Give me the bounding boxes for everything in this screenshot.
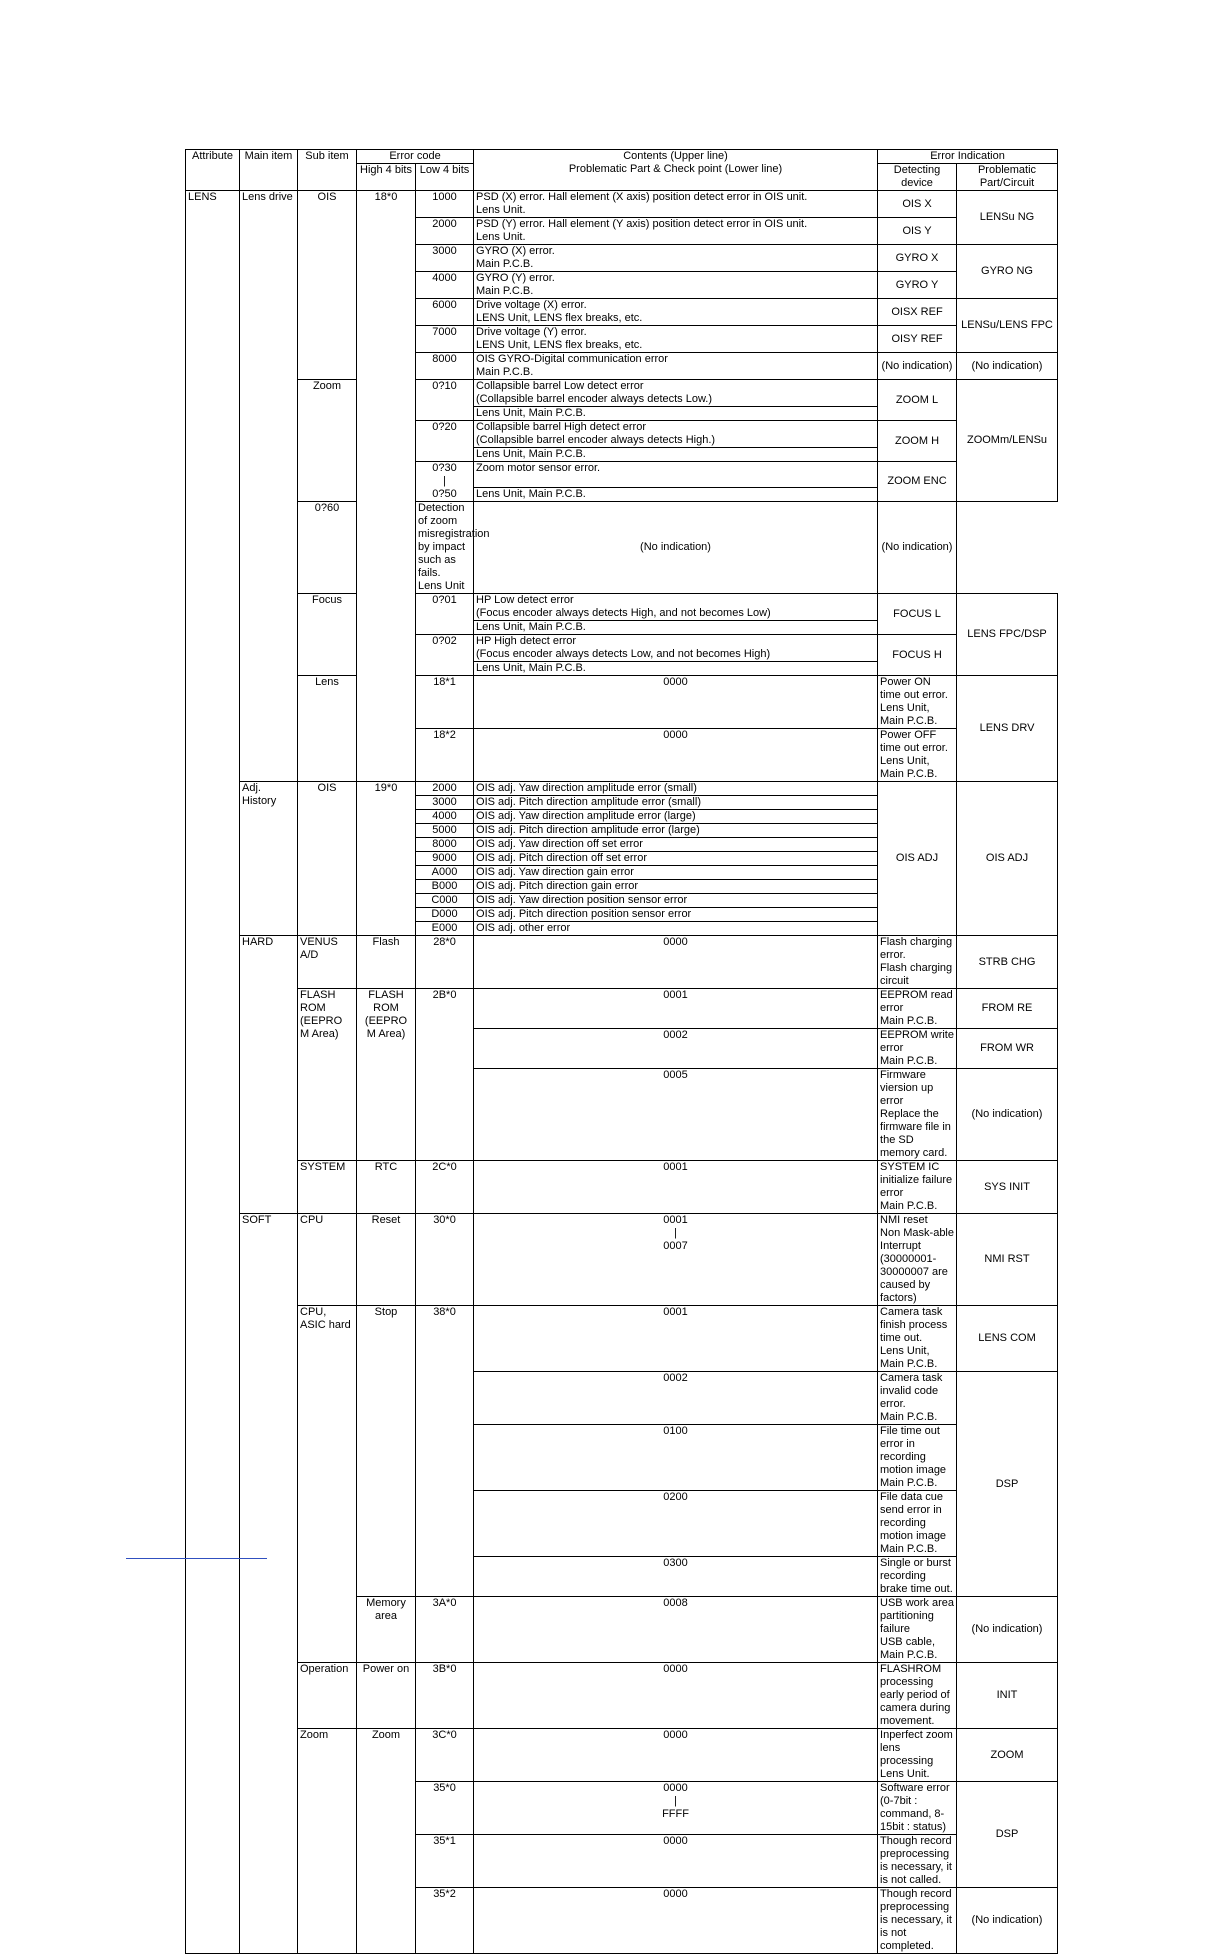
- contents-lower: LENS Unit, LENS flex breaks, etc.: [474, 339, 878, 353]
- error-code-table: [185, 149, 1058, 1954]
- contents-lower: Main P.C.B.: [474, 285, 878, 299]
- detecting-device: (No indication): [474, 502, 878, 594]
- contents-upper: GYRO (Y) error.: [474, 272, 878, 286]
- low-bits: D000: [416, 908, 474, 922]
- table-row: [186, 191, 1058, 205]
- main-item-zoom: Zoom: [298, 1729, 357, 1954]
- contents-upper: OIS adj. Pitch direction off set error: [474, 852, 878, 866]
- contents-upper: Camera task finish process time out.: [878, 1306, 957, 1346]
- detecting-device: NMI RST: [957, 1214, 1058, 1306]
- contents-upper: OIS adj. Pitch direction gain error: [474, 880, 878, 894]
- sub-item-flash-rom: FLASH ROM (EEPRO M Area): [357, 989, 416, 1161]
- table-row: [186, 1161, 1058, 1201]
- table-row: [186, 782, 1058, 796]
- contents-upper: OIS adj. Pitch direction amplitude error (small): [474, 796, 878, 810]
- low-bits: 2000: [416, 218, 474, 245]
- contents-lower: Main P.C.B.: [878, 1200, 957, 1214]
- low-bits: 0001: [474, 989, 878, 1029]
- footnote-rule: [126, 1558, 267, 1559]
- low-bits: 8000: [416, 353, 474, 380]
- high-bits: 2B*0: [416, 989, 474, 1161]
- detecting-device: (No indication): [957, 1888, 1058, 1954]
- contents-upper: EEPROM read error: [878, 989, 957, 1016]
- sub-item-power-on: Power on: [357, 1663, 416, 1729]
- detecting-device: (No indication): [957, 1597, 1058, 1663]
- contents-upper: Inperfect zoom lens processing: [878, 1729, 957, 1769]
- high-bits: 28*0: [416, 936, 474, 989]
- detecting-device: ZOOM: [957, 1729, 1058, 1782]
- low-bits: 0?01: [416, 594, 474, 635]
- low-bits: 8000: [416, 838, 474, 852]
- contents-upper: Single or burst recording brake time out.: [878, 1557, 957, 1597]
- contents-upper: GYRO (X) error.: [474, 245, 878, 259]
- contents-upper: OIS adj. Yaw direction amplitude error (small): [474, 782, 878, 796]
- col-header-error-indication: Error Indication: [878, 150, 1058, 164]
- main-item-lens-drive: Lens drive: [240, 191, 298, 782]
- sub-item-memory-area: Memory area: [357, 1597, 416, 1663]
- contents-upper: NMI reset Non Mask-able Interrupt (30000001-30000007 are caused by factors): [878, 1214, 957, 1306]
- low-bits: A000: [416, 866, 474, 880]
- contents-lower: Lens Unit, Main P.C.B.: [474, 662, 878, 676]
- sub-item-ois: OIS: [298, 191, 357, 380]
- sub-item-zoom: Zoom: [298, 380, 357, 502]
- col-header-main-item: Main item: [240, 150, 298, 191]
- problematic-part: LENS FPC/DSP: [957, 594, 1058, 676]
- contents-upper: OIS adj. Pitch direction position sensor error: [474, 908, 878, 922]
- detecting-device: ZOOM ENC: [878, 462, 957, 502]
- detecting-device: FROM RE: [957, 989, 1058, 1029]
- contents-upper: Flash charging error.: [878, 936, 957, 963]
- high-bits: 18*2: [416, 729, 474, 782]
- high-bits: 30*0: [416, 1214, 474, 1306]
- table-row: [186, 502, 1058, 581]
- sub-item-zoom-soft: Zoom: [357, 1729, 416, 1954]
- sub-item-ois-adj: OIS: [298, 782, 357, 936]
- contents-upper: OIS adj. Yaw direction off set error: [474, 838, 878, 852]
- contents-upper: OIS adj. Yaw direction amplitude error (large): [474, 810, 878, 824]
- high-bits: 35*1: [416, 1835, 474, 1888]
- problematic-part: ZOOMm/LENSu: [957, 380, 1058, 502]
- low-bits: 9000: [416, 852, 474, 866]
- low-bits: 1000: [416, 191, 474, 218]
- contents-upper: SYSTEM IC initialize failure error: [878, 1161, 957, 1201]
- main-item-cpu: CPU: [298, 1214, 357, 1306]
- sub-item-flash: Flash: [357, 936, 416, 989]
- high-bits: 38*0: [416, 1306, 474, 1597]
- table-row: [186, 676, 1058, 703]
- detecting-device: OIS X: [878, 191, 957, 218]
- problematic-part: LENSu/LENS FPC: [957, 299, 1058, 353]
- contents-upper: Collapsible barrel High detect error (Collapsible barrel encoder always detects High.): [474, 421, 878, 448]
- contents-upper: OIS adj. Pitch direction amplitude error (large): [474, 824, 878, 838]
- low-bits: 0000: [474, 1729, 878, 1782]
- col-header-error-code: Error code: [357, 150, 474, 164]
- low-bits: 2000: [416, 782, 474, 796]
- contents-upper: Detection of zoom misregistration by impact such as fails.: [416, 502, 474, 581]
- detecting-device: FOCUS L: [878, 594, 957, 635]
- contents-upper: Collapsible barrel Low detect error (Collapsible barrel encoder always detects Low.): [474, 380, 878, 407]
- low-bits: 0002: [474, 1029, 878, 1069]
- col-header-high4: High 4 bits: [357, 164, 416, 191]
- low-bits: 4000: [416, 272, 474, 299]
- contents-lower: Lens Unit, Main P.C.B.: [474, 621, 878, 635]
- low-bits: 0000 | FFFF: [474, 1782, 878, 1835]
- contents-upper: OIS adj. other error: [474, 922, 878, 936]
- detecting-device: (No indication): [878, 353, 957, 380]
- problematic-part: GYRO NG: [957, 245, 1058, 299]
- contents-upper: Zoom motor sensor error.: [474, 462, 878, 488]
- contents-lower: Main P.C.B.: [474, 258, 878, 272]
- table-row: [186, 1663, 1058, 1729]
- attribute-hard: HARD: [240, 936, 298, 1214]
- contents-upper: HP High detect error (Focus encoder always detects Low, and not becomes High): [474, 635, 878, 662]
- low-bits: 0200: [474, 1491, 878, 1557]
- low-bits: 0000: [474, 729, 878, 782]
- contents-upper: Firmware viersion up error: [878, 1069, 957, 1109]
- detecting-device: (No indication): [957, 1069, 1058, 1161]
- high-bits: 18*1: [416, 676, 474, 729]
- contents-upper: FLASHROM processing early period of camera during movement.: [878, 1663, 957, 1729]
- low-bits: 4000: [416, 810, 474, 824]
- contents-lower: USB cable, Main P.C.B.: [878, 1636, 957, 1663]
- low-bits: 5000: [416, 824, 474, 838]
- detecting-device: ZOOM L: [878, 380, 957, 421]
- low-bits: 0?30 | 0?50: [416, 462, 474, 502]
- low-bits: 0005: [474, 1069, 878, 1161]
- main-item-operation: Operation: [298, 1663, 357, 1729]
- col-header-detecting-device: Detecting device: [878, 164, 957, 191]
- detecting-device: STRB CHG: [957, 936, 1058, 989]
- contents-lower: Main P.C.B.: [474, 366, 878, 380]
- table-row: [186, 1729, 1058, 1769]
- detecting-device: INIT: [957, 1663, 1058, 1729]
- low-bits: 6000: [416, 299, 474, 326]
- contents-lower: Main P.C.B.: [878, 1477, 957, 1491]
- col-header-contents: Contents (Upper line) Problematic Part & Check point (Lower line): [474, 150, 878, 191]
- contents-lower: Lens Unit, Main P.C.B.: [474, 407, 878, 421]
- main-item-adj-history: Adj. History: [240, 782, 298, 936]
- contents-upper: HP Low detect error (Focus encoder always detects High, and not becomes Low): [474, 594, 878, 621]
- low-bits: 0001 | 0007: [474, 1214, 878, 1306]
- contents-upper: File time out error in recording motion image: [878, 1425, 957, 1478]
- col-header-sub-item: Sub item: [298, 150, 357, 191]
- contents-lower: Lens Unit, Main P.C.B.: [474, 448, 878, 462]
- problematic-part: (No indication): [878, 502, 957, 594]
- col-header-attribute: Attribute: [186, 150, 240, 191]
- detecting-device: GYRO Y: [878, 272, 957, 299]
- high-bits: 35*2: [416, 1888, 474, 1954]
- high-bits: 19*0: [357, 782, 416, 936]
- contents-upper: Power ON time out error.: [878, 676, 957, 703]
- low-bits: E000: [416, 922, 474, 936]
- contents-upper: Though record preprocessing is necessary, it is not completed.: [878, 1888, 957, 1954]
- detecting-device: ZOOM H: [878, 421, 957, 462]
- low-bits: 0?60: [298, 502, 357, 594]
- contents-upper: Drive voltage (X) error.: [474, 299, 878, 313]
- sub-item-lens: Lens: [298, 676, 357, 782]
- detecting-device: LENS COM: [957, 1306, 1058, 1372]
- contents-lower: Lens Unit.: [878, 1768, 957, 1782]
- high-bits: 3C*0: [416, 1729, 474, 1782]
- contents-lower: Lens Unit, Main P.C.B.: [878, 1345, 957, 1372]
- low-bits: B000: [416, 880, 474, 894]
- contents-upper: File data cue send error in recording motion image: [878, 1491, 957, 1544]
- attribute-lens: LENS: [186, 191, 240, 1954]
- main-item-venus: VENUS A/D: [298, 936, 357, 989]
- low-bits: 0000: [474, 936, 878, 989]
- problematic-part: (No indication): [957, 353, 1058, 380]
- contents-lower: Lens Unit: [416, 580, 474, 594]
- contents-lower: Main P.C.B.: [878, 1015, 957, 1029]
- low-bits: 0008: [474, 1597, 878, 1663]
- problematic-part: LENSu NG: [957, 191, 1058, 245]
- detecting-device: LENS DRV: [957, 676, 1058, 782]
- contents-lower: Main P.C.B.: [878, 1543, 957, 1557]
- sub-item-rtc: RTC: [357, 1161, 416, 1214]
- low-bits: 0000: [474, 1888, 878, 1954]
- contents-upper: OIS GYRO-Digital communication error: [474, 353, 878, 367]
- main-item-system: SYSTEM: [298, 1161, 357, 1214]
- contents-lower: Lens Unit, Main P.C.B.: [474, 488, 878, 502]
- low-bits: 0001: [474, 1306, 878, 1372]
- low-bits: 0000: [474, 676, 878, 729]
- high-bits: 3B*0: [416, 1663, 474, 1729]
- low-bits: 7000: [416, 326, 474, 353]
- main-item-cpu-asic: CPU, ASIC hard: [298, 1306, 357, 1663]
- high-bits: 2C*0: [416, 1161, 474, 1214]
- table-row: [186, 989, 1058, 1016]
- contents-lower: LENS Unit, LENS flex breaks, etc.: [474, 312, 878, 326]
- contents-upper: OIS adj. Yaw direction position sensor error: [474, 894, 878, 908]
- sub-item-focus: Focus: [298, 594, 357, 676]
- detecting-device: GYRO X: [878, 245, 957, 272]
- contents-upper: OIS adj. Yaw direction gain error: [474, 866, 878, 880]
- table-row: [186, 936, 1058, 963]
- detecting-device: FOCUS H: [878, 635, 957, 676]
- contents-upper: Camera task invalid code error.: [878, 1372, 957, 1412]
- contents-lower: Lens Unit.: [474, 231, 878, 245]
- contents-lower: Lens Unit, Main P.C.B.: [878, 702, 957, 729]
- low-bits: C000: [416, 894, 474, 908]
- detecting-device: OIS ADJ: [878, 782, 957, 936]
- attribute-soft: SOFT: [240, 1214, 298, 1954]
- detecting-device: OISX REF: [878, 299, 957, 326]
- contents-upper: EEPROM write error: [878, 1029, 957, 1056]
- contents-upper: Power OFF time out error.: [878, 729, 957, 756]
- detecting-device: OIS Y: [878, 218, 957, 245]
- contents-upper: Software error (0-7bit : command, 8-15bit : status): [878, 1782, 957, 1835]
- low-bits: 0001: [474, 1161, 878, 1214]
- table-row: [186, 1306, 1058, 1346]
- detecting-device: OISY REF: [878, 326, 957, 353]
- low-bits: 0?10: [416, 380, 474, 421]
- sub-item-stop: Stop: [357, 1306, 416, 1597]
- low-bits: 0?20: [416, 421, 474, 462]
- main-item-flash-rom: FLASH ROM (EEPRO M Area): [298, 989, 357, 1161]
- detecting-device: DSP: [957, 1782, 1058, 1888]
- contents-upper: Drive voltage (Y) error.: [474, 326, 878, 340]
- low-bits: 0002: [474, 1372, 878, 1425]
- low-bits: 3000: [416, 796, 474, 810]
- detecting-device: DSP: [957, 1372, 1058, 1597]
- high-bits: 3A*0: [416, 1597, 474, 1663]
- low-bits: 0000: [474, 1835, 878, 1888]
- contents-lower: Main P.C.B.: [878, 1411, 957, 1425]
- contents-lower: Main P.C.B.: [878, 1055, 957, 1069]
- col-header-low4: Low 4 bits: [416, 164, 474, 191]
- contents-upper: Though record preprocessing is necessary, it is not called.: [878, 1835, 957, 1888]
- low-bits: 0?02: [416, 635, 474, 676]
- col-header-problematic-part: Problematic Part/Circuit: [957, 164, 1058, 191]
- detecting-device: SYS INIT: [957, 1161, 1058, 1214]
- contents-lower: Flash charging circuit: [878, 962, 957, 989]
- contents-upper: USB work area partitioning failure: [878, 1597, 957, 1637]
- high-bits: 18*0: [357, 191, 416, 782]
- contents-upper: PSD (Y) error. Hall element (Y axis) position detect error in OIS unit.: [474, 218, 878, 232]
- sub-item-reset: Reset: [357, 1214, 416, 1306]
- table-row: [186, 150, 1058, 164]
- detecting-device: FROM WR: [957, 1029, 1058, 1069]
- contents-upper: PSD (X) error. Hall element (X axis) position detect error in OIS unit.: [474, 191, 878, 205]
- low-bits: 3000: [416, 245, 474, 272]
- contents-lower: Lens Unit.: [474, 204, 878, 218]
- low-bits: 0000: [474, 1663, 878, 1729]
- problematic-part: OIS ADJ: [957, 782, 1058, 936]
- low-bits: 0100: [474, 1425, 878, 1491]
- contents-lower: Lens Unit, Main P.C.B.: [878, 755, 957, 782]
- low-bits: 0300: [474, 1557, 878, 1597]
- contents-lower: Replace the firmware file in the SD memory card.: [878, 1108, 957, 1161]
- high-bits: 35*0: [416, 1782, 474, 1835]
